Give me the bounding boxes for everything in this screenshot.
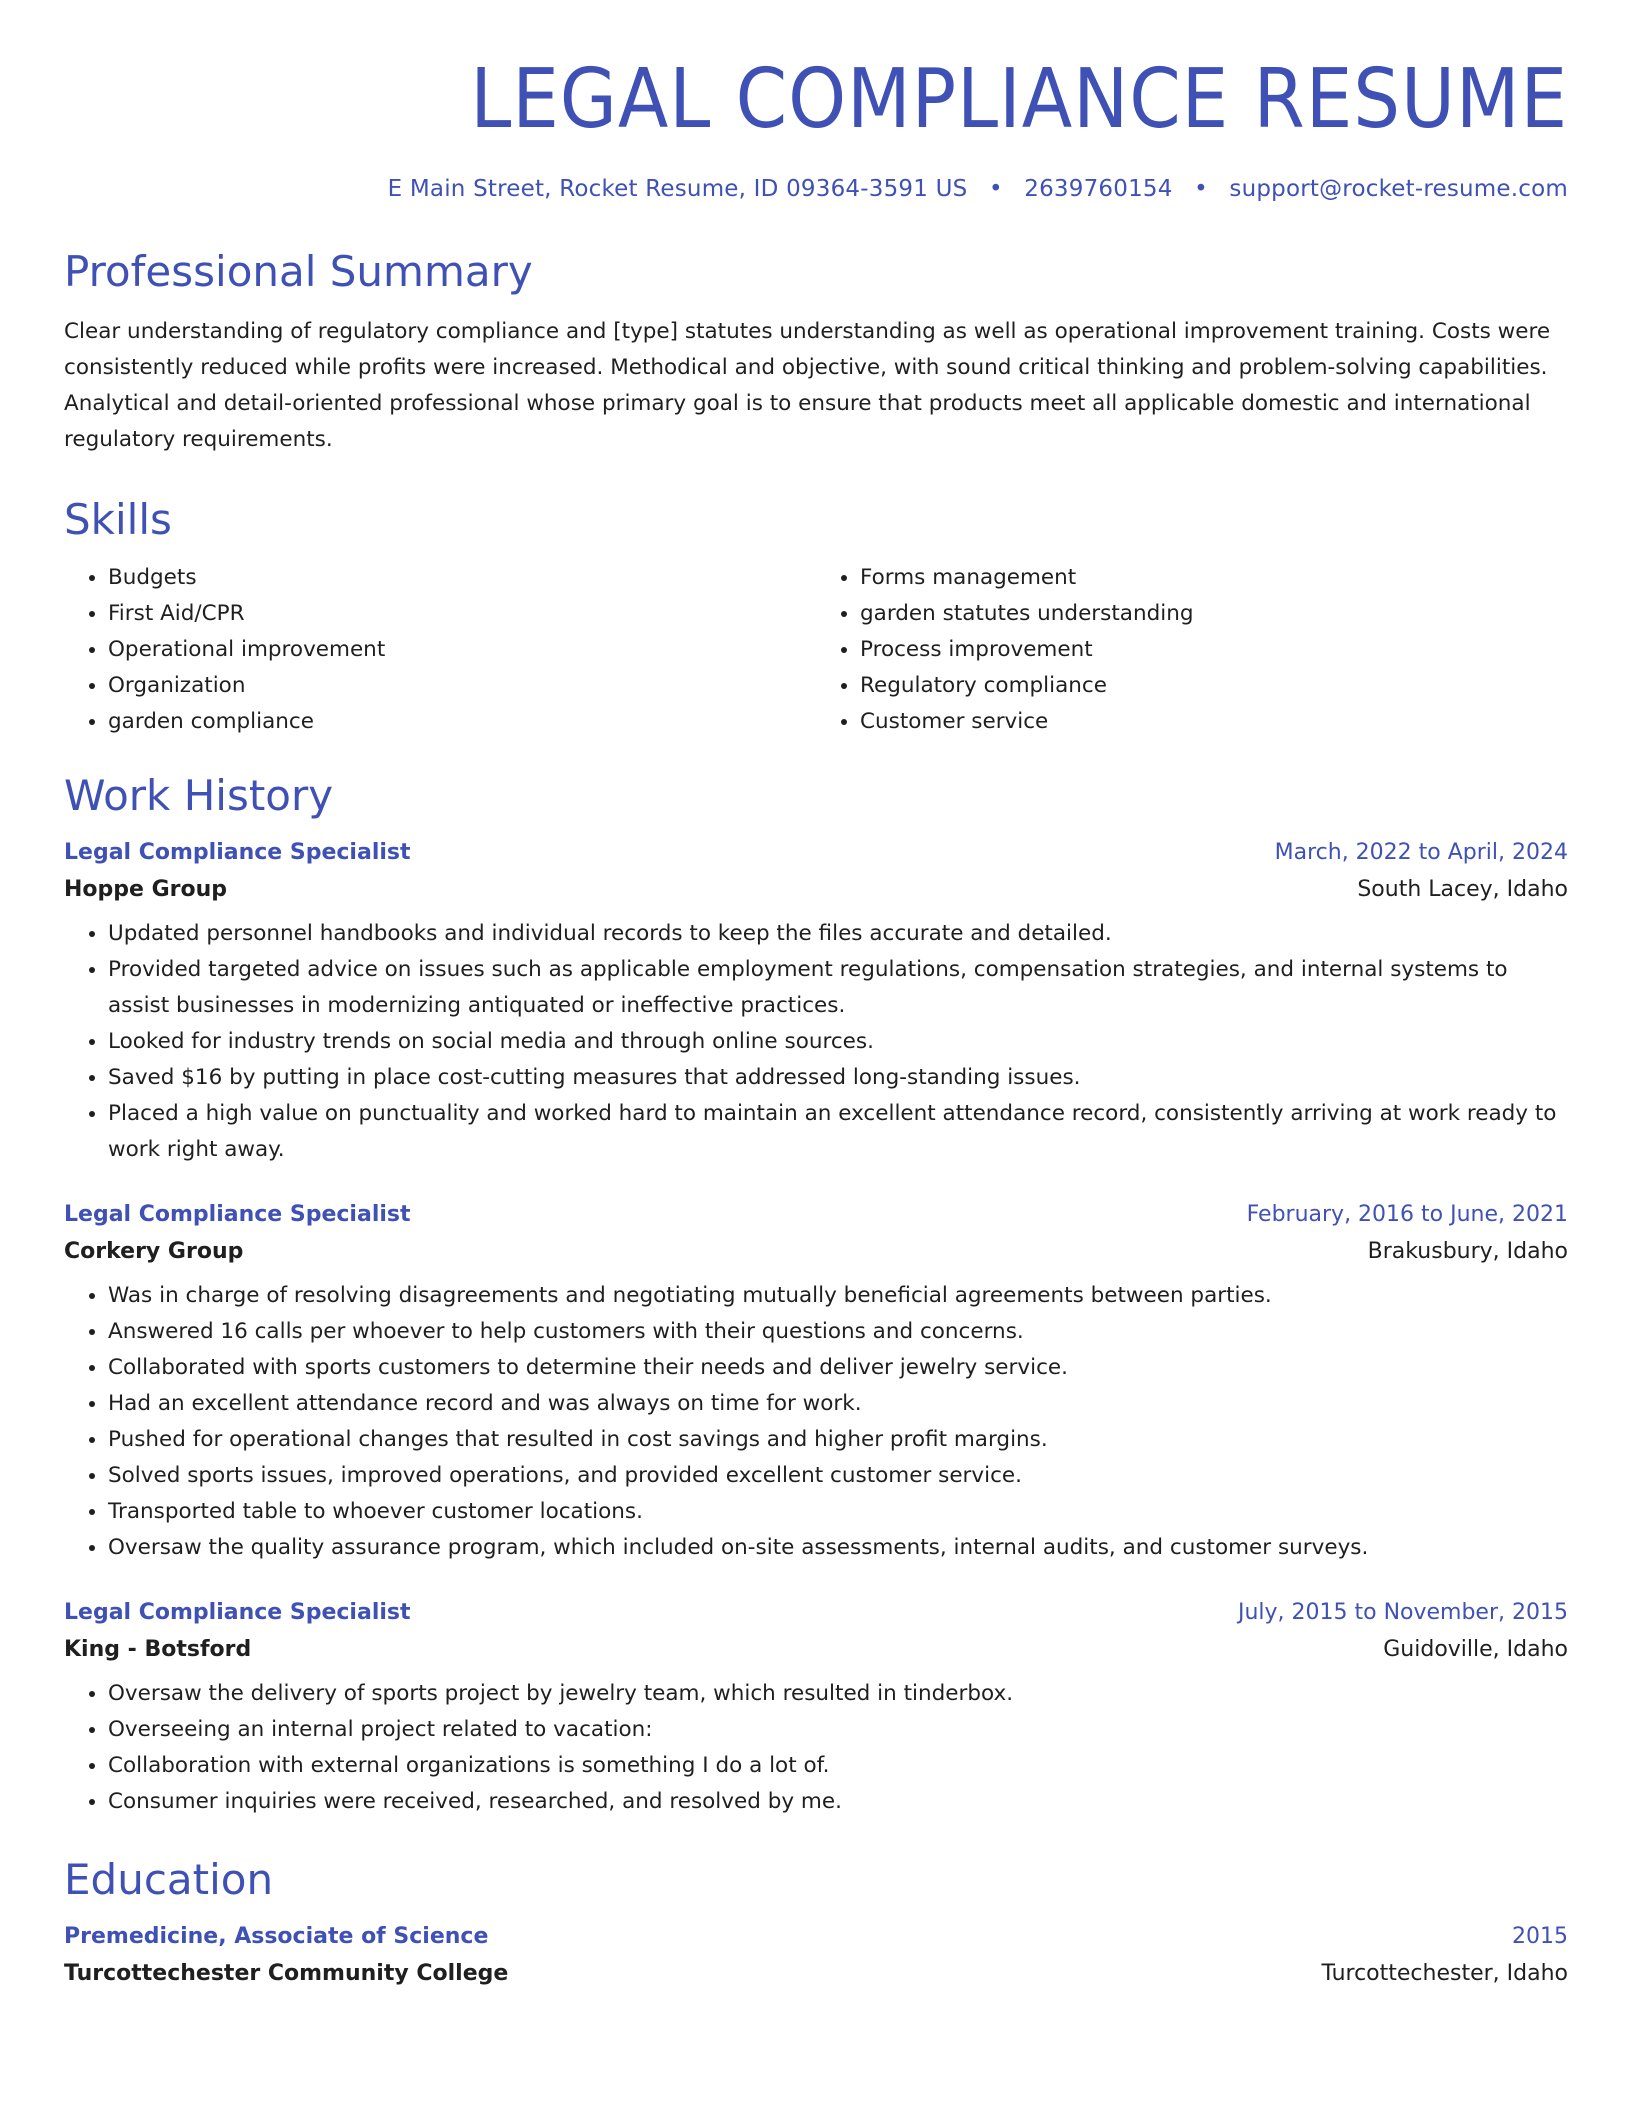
job-title: Legal Compliance Specialist xyxy=(64,840,411,865)
job-dates: February, 2016 to June, 2021 xyxy=(1246,1202,1568,1227)
skill-item: • Budgets xyxy=(108,560,816,596)
job-location: South Lacey, Idaho xyxy=(1357,877,1568,902)
skill-item: • First Aid/CPR xyxy=(108,596,816,632)
job-bullet: • Saved $16 by putting in place cost-cutting measures that addressed long-standing issues. xyxy=(108,1060,1568,1096)
job-location: Brakusbury, Idaho xyxy=(1367,1239,1568,1264)
job-entry xyxy=(64,1600,1568,1820)
job-bullet: • Had an excellent attendance record and was always on time for work. xyxy=(108,1386,1568,1422)
work-history-heading: Work History xyxy=(64,771,334,820)
contact-address: E Main Street, Rocket Resume, ID 09364-3591 US xyxy=(387,176,968,202)
job-dates: July, 2015 to November, 2015 xyxy=(1237,1600,1568,1625)
job-company: King - Botsford xyxy=(64,1637,252,1662)
education-school: Turcottechester Community College xyxy=(64,1961,509,1986)
job-bullet: • Updated personnel handbooks and individual records to keep the files accurate and detailed. xyxy=(108,916,1568,952)
skills-column-right xyxy=(816,560,1568,740)
job-bullets xyxy=(64,1278,1568,1566)
skill-item: • garden compliance xyxy=(108,704,816,740)
job-bullet: • Placed a high value on punctuality and worked hard to maintain an excellent attendance record, consistently arriving at work ready to work right away. xyxy=(108,1096,1568,1168)
skill-item: • garden statutes understanding xyxy=(860,596,1568,632)
job-bullet: • Collaborated with sports customers to determine their needs and deliver jewelry service. xyxy=(108,1350,1568,1386)
job-title: Legal Compliance Specialist xyxy=(64,1600,411,1625)
job-bullet: • Pushed for operational changes that resulted in cost savings and higher profit margins. xyxy=(108,1422,1568,1458)
skills-column-left xyxy=(64,560,816,740)
skill-item: • Process improvement xyxy=(860,632,1568,668)
skill-item: • Forms management xyxy=(860,560,1568,596)
skill-item: • Operational improvement xyxy=(108,632,816,668)
skills-list xyxy=(64,560,1568,740)
summary-heading: Professional Summary xyxy=(64,247,533,296)
job-dates: March, 2022 to April, 2024 xyxy=(1274,840,1568,865)
contact-separator: • xyxy=(1194,176,1208,202)
education-location: Turcottechester, Idaho xyxy=(1321,1961,1568,1986)
skill-item: • Customer service xyxy=(860,704,1568,740)
job-bullet: • Oversaw the quality assurance program, which included on-site assessments, internal audits, and customer surveys. xyxy=(108,1530,1568,1566)
skills-heading: Skills xyxy=(64,495,172,544)
education-year: 2015 xyxy=(1512,1924,1568,1949)
contact-phone: 2639760154 xyxy=(1024,176,1173,202)
job-bullet: • Provided targeted advice on issues such as applicable employment regulations, compensation strategies, and internal systems to assist businesses in modernizing antiquated or ineffective practices. xyxy=(108,952,1568,1024)
job-bullet: • Looked for industry trends on social media and through online sources. xyxy=(108,1024,1568,1060)
job-company: Hoppe Group xyxy=(64,877,228,902)
job-entry xyxy=(64,840,1568,1168)
skill-item: • Regulatory compliance xyxy=(860,668,1568,704)
contact-line xyxy=(64,176,1568,202)
job-bullet: • Overseeing an internal project related to vacation: xyxy=(108,1712,1568,1748)
job-location: Guidoville, Idaho xyxy=(1383,1637,1568,1662)
education-heading: Education xyxy=(64,1855,274,1904)
resume-title: LEGAL COMPLIANCE RESUME xyxy=(470,52,1569,147)
skill-item: • Organization xyxy=(108,668,816,704)
summary-text: Clear understanding of regulatory compliance and [type] statutes understanding as well as operational improvement training. Costs were consistently reduced while profits were increased. Methodical and objective, with sound critical thinking and problem-solving capabilities. Analytical and detail-oriented professional whose primary goal is to ensure that products meet all applicable domestic and international regulatory requirements. xyxy=(64,319,1551,452)
job-title: Legal Compliance Specialist xyxy=(64,1202,411,1227)
job-company: Corkery Group xyxy=(64,1239,244,1264)
job-bullet: • Consumer inquiries were received, researched, and resolved by me. xyxy=(108,1784,1568,1820)
job-bullet: • Answered 16 calls per whoever to help customers with their questions and concerns. xyxy=(108,1314,1568,1350)
job-bullet: • Solved sports issues, improved operations, and provided excellent customer service. xyxy=(108,1458,1568,1494)
education-entry xyxy=(64,1924,1568,1986)
job-entry xyxy=(64,1202,1568,1566)
contact-separator: • xyxy=(988,176,1003,202)
job-bullets xyxy=(64,1676,1568,1820)
job-bullet: • Collaboration with external organizations is something I do a lot of. xyxy=(108,1748,1568,1784)
job-bullet: • Transported table to whoever customer locations. xyxy=(108,1494,1568,1530)
contact-email: support@rocket-resume.com xyxy=(1229,176,1568,202)
job-bullet: • Oversaw the delivery of sports project by jewelry team, which resulted in tinderbox. xyxy=(108,1676,1568,1712)
job-bullets xyxy=(64,916,1568,1168)
job-bullet: • Was in charge of resolving disagreements and negotiating mutually beneficial agreements between parties. xyxy=(108,1278,1568,1314)
education-degree: Premedicine, Associate of Science xyxy=(64,1924,489,1949)
